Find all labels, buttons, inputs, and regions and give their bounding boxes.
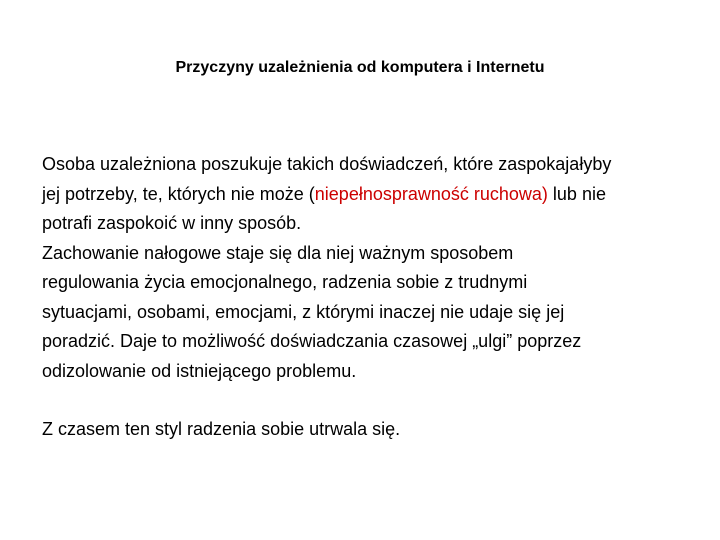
slide-body — [42, 150, 712, 445]
body-line-tail: lub nie — [547, 183, 606, 204]
paragraph-2 — [42, 239, 712, 387]
body-line: jej potrzeby, te, których nie może ( — [42, 183, 315, 204]
body-line: potrafi zaspokoić w inny sposób. — [42, 213, 302, 233]
body-line: regulowania życia emocjonalnego, radzenia sobie z trudnymi — [42, 272, 528, 292]
body-line: Zachowanie nałogowe staje się dla niej ważnym sposobem — [42, 242, 514, 263]
slide-title: Przyczyny uzależnienia od komputera i Internetu — [175, 59, 545, 76]
paragraph-1 — [42, 150, 712, 239]
body-line: Osoba uzależniona poszukuje takich doświadczeń, które zaspokajałyby — [42, 154, 612, 174]
body-line: sytuacjami, osobami, emocjami, z którymi inaczej nie udaje się jej — [42, 301, 565, 322]
body-line: odizolowanie od istniejącego problemu. — [42, 360, 357, 381]
highlighted-text: niepełnosprawność ruchowa) — [314, 183, 548, 204]
paragraph-3: Z czasem ten styl radzenia sobie utrwala się. — [42, 419, 401, 439]
body-line: poradzić. Daje to możliwość doświadczania czasowej „ulgi” poprzez — [42, 331, 582, 351]
paragraph-spacer — [42, 386, 712, 415]
